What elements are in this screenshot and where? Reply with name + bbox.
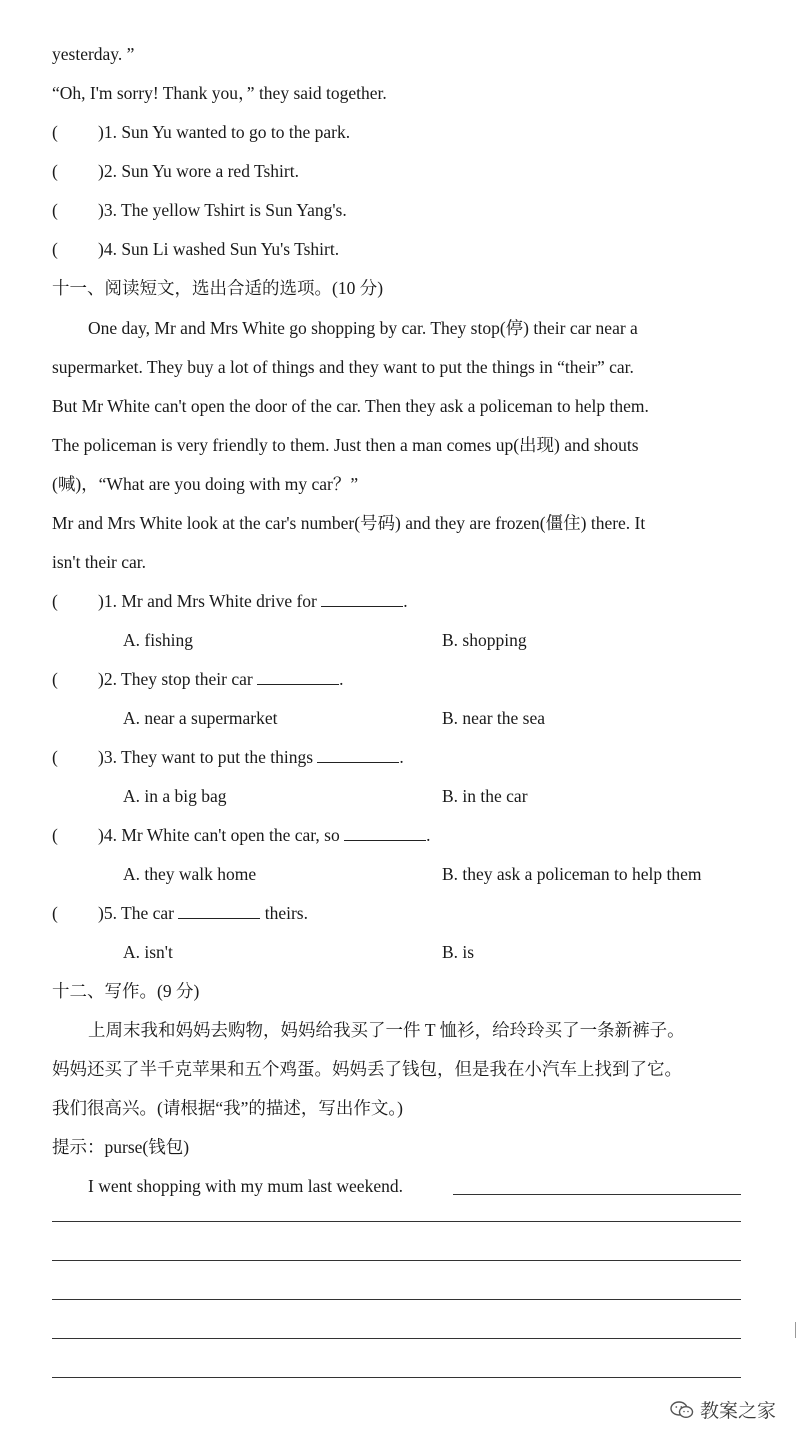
answer-paren[interactable]: ( [52, 747, 58, 767]
passage-line-4: The policeman is very friendly to them. Just then a man comes up(出现) and shouts [52, 435, 639, 455]
question-end: theirs. [260, 903, 308, 923]
section-12-heading: 十二、写作。(9 分) [52, 981, 200, 1001]
question-text: )3. The yellow Tshirt is Sun Yang's. [98, 200, 347, 220]
tf-question-1 [52, 120, 350, 144]
writing-line[interactable] [52, 1260, 741, 1261]
answer-blank[interactable] [317, 746, 399, 763]
answer-paren[interactable]: ( [52, 122, 58, 142]
writing-line[interactable] [52, 1377, 741, 1378]
story-tail-quote: “Oh, I'm sorry! Thank you，” they said together. [52, 83, 387, 103]
question-text: )4. Sun Li washed Sun Yu's Tshirt. [98, 239, 340, 259]
hint-line: 提示：purse(钱包) [52, 1137, 190, 1157]
question-text: )5. The car [98, 903, 179, 923]
passage-line-7: isn't their car. [52, 552, 147, 572]
margin-mark [795, 1322, 796, 1338]
answer-paren[interactable]: ( [52, 669, 58, 689]
prompt-line-2: 妈妈还买了半千克苹果和五个鸡蛋。妈妈丢了钱包，但是我在小汽车上找到了它。 [52, 1059, 682, 1079]
question-text: )4. Mr White can't open the car, so [98, 825, 345, 845]
watermark-text: 教案之家 [699, 1400, 776, 1422]
prompt-line-3: 我们很高兴。(请根据“我”的描述，写出作文。) [52, 1098, 403, 1118]
tf-question-2 [52, 159, 299, 183]
answer-paren[interactable]: ( [52, 903, 58, 923]
question-text: )2. They stop their car [98, 669, 258, 689]
watermark [670, 1396, 776, 1423]
passage-line-3: But Mr White can't open the door of the car. Then they ask a policeman to help them. [52, 396, 649, 416]
tf-question-4 [52, 237, 339, 261]
answer-blank[interactable] [178, 902, 260, 919]
mc-question-5 [52, 901, 308, 925]
question-end: . [399, 747, 404, 767]
option-b[interactable]: B. in the car [442, 786, 528, 806]
answer-blank[interactable] [321, 590, 403, 607]
option-a[interactable]: A. isn't [123, 942, 173, 962]
option-b[interactable]: B. is [442, 942, 475, 962]
answer-paren[interactable]: ( [52, 200, 58, 220]
prompt-line-1: 上周末我和妈妈去购物，妈妈给我买了一件 T 恤衫，给玲玲买了一条新裤子。 [88, 1020, 685, 1040]
option-a[interactable]: A. in a big bag [123, 786, 227, 806]
option-b[interactable]: B. they ask a policeman to help them [442, 864, 702, 884]
section-11-heading: 十一、阅读短文，选出合适的选项。(10 分) [52, 278, 384, 298]
question-end: . [426, 825, 431, 845]
mc-question-1 [52, 589, 408, 613]
passage-line-5: (喊)，“What are you doing with my car？” [52, 474, 359, 494]
mc-question-4 [52, 823, 430, 847]
question-text: )3. They want to put the things [98, 747, 318, 767]
option-b[interactable]: B. near the sea [442, 708, 546, 728]
option-b[interactable]: B. shopping [442, 630, 527, 650]
writing-start: I went shopping with my mum last weekend. [88, 1176, 403, 1196]
story-tail-line: yesterday. ” [52, 44, 135, 64]
option-a[interactable]: A. they walk home [123, 864, 257, 884]
passage-line-1: One day, Mr and Mrs White go shopping by car. They stop(停) their car near a [88, 318, 638, 338]
mc-question-2 [52, 667, 343, 691]
tf-question-3 [52, 198, 347, 222]
answer-blank[interactable] [344, 824, 426, 841]
wechat-icon [670, 1401, 694, 1419]
writing-line[interactable] [52, 1299, 741, 1300]
question-end: . [339, 669, 344, 689]
answer-paren[interactable]: ( [52, 239, 58, 259]
question-text: )1. Sun Yu wanted to go to the park. [98, 122, 351, 142]
answer-paren[interactable]: ( [52, 161, 58, 181]
answer-paren[interactable]: ( [52, 591, 58, 611]
writing-line[interactable] [52, 1221, 741, 1222]
mc-question-3 [52, 745, 404, 769]
question-text: )1. Mr and Mrs White drive for [98, 591, 322, 611]
question-text: )2. Sun Yu wore a red Tshirt. [98, 161, 299, 181]
question-end: . [403, 591, 408, 611]
answer-blank[interactable] [257, 668, 339, 685]
writing-line[interactable] [453, 1194, 741, 1195]
passage-line-2: supermarket. They buy a lot of things and they want to put the things in “their” car. [52, 357, 634, 377]
option-a[interactable]: A. near a supermarket [123, 708, 278, 728]
answer-paren[interactable]: ( [52, 825, 58, 845]
writing-line[interactable] [52, 1338, 741, 1339]
option-a[interactable]: A. fishing [123, 630, 193, 650]
passage-line-6: Mr and Mrs White look at the car's number(号码) and they are frozen(僵住) there. It [52, 513, 646, 533]
